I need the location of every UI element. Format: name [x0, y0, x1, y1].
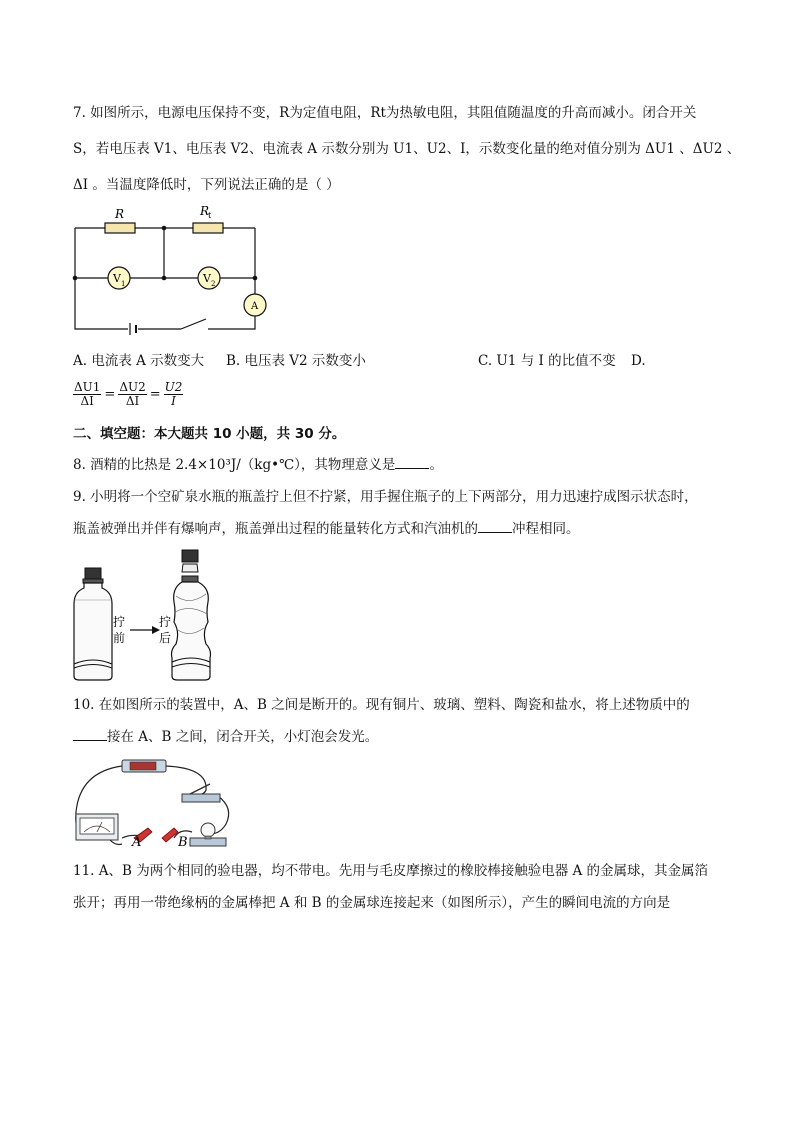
- bottle-after-icon: [172, 550, 211, 680]
- q7-option-d-formula: [73, 381, 183, 408]
- q9-answer-blank[interactable]: [478, 520, 512, 533]
- bulb-icon: [190, 823, 226, 846]
- q8-text-end: 。: [429, 457, 443, 473]
- q8-answer-blank[interactable]: [395, 456, 429, 469]
- q10-apparatus-diagram: [70, 752, 240, 852]
- q7-line-1: 7. 如图所示，电源电压保持不变，R为定值电阻，Rt为热敏电阻，其阻值随温度的升高而减小。闭合开关: [73, 105, 697, 121]
- label-v1-sub: 1: [121, 280, 126, 288]
- q9-text: 瓶盖被弹出并伴有爆响声，瓶盖弹出过程的能量转化方式和汽油机的: [73, 521, 478, 537]
- formula-num-1: ΔU1: [74, 380, 101, 394]
- formula-num-3: U2: [164, 380, 183, 394]
- label-v1: V: [113, 272, 121, 285]
- section-2-heading: 二、填空题：本大题共 10 小题，共 30 分。: [73, 426, 346, 442]
- label-rt-sub: t: [208, 211, 212, 220]
- label-a: A: [132, 835, 142, 850]
- label-after-2: 后: [159, 631, 172, 645]
- q7-option-d[interactable]: D.: [631, 353, 646, 369]
- q10-answer-blank[interactable]: [73, 728, 107, 741]
- meter-box-icon: [76, 814, 118, 840]
- q10-line-2: [73, 728, 378, 746]
- q11-line-2: 张开；再用一带绝缘柄的金属棒把 A 和 B 的金属球连接起来（如图所示），产生的瞬间电流的方向是: [73, 895, 671, 911]
- resistor-rt: [193, 223, 223, 233]
- label-rt: R: [200, 204, 210, 218]
- q9-line-2: [73, 520, 580, 538]
- q10-line-1: 10. 在如图所示的装置中，A、B 之间是断开的。现有铜片、玻璃、塑料、陶瓷和盐水，将上述物质中的: [73, 697, 690, 713]
- formula-eq-1: =: [104, 387, 116, 402]
- label-v2: V: [203, 272, 211, 285]
- label-r: R: [115, 207, 125, 221]
- label-a: A: [251, 301, 259, 312]
- formula-eq-2: =: [149, 387, 161, 402]
- bottle-before-icon: [74, 568, 112, 680]
- q11-line-1: 11. A、B 为两个相同的验电器，均不带电。先用与毛皮摩擦过的橡胶棒接触验电器 A 的金属球，其金属箔: [73, 863, 709, 879]
- label-after-1: 拧: [159, 615, 172, 629]
- formula-den-1: ΔI: [80, 394, 94, 408]
- label-v2-sub: 2: [211, 280, 216, 288]
- resistor-r: [105, 223, 135, 233]
- label-b: B: [178, 835, 188, 850]
- q8-line: [73, 456, 443, 474]
- q7-circuit-diagram: [68, 202, 268, 336]
- q9-line-1: 9. 小明将一个空矿泉水瓶的瓶盖拧上但不拧紧，用手握住瓶子的上下两部分，用力迅速拧成图示状态时，: [73, 489, 698, 505]
- q7-line-3: ΔI 。当温度降低时，下列说法正确的是（ ）: [73, 177, 340, 193]
- q10-text: 接在 A、B 之间，闭合开关，小灯泡会发光。: [107, 729, 379, 745]
- q7-line-2: S，若电压表 V1、电压表 V2、电流表 A 示数分别为 U1、U2、I，示数变化量的绝对值分别为 ΔU1 、ΔU2 、: [73, 141, 741, 157]
- q9-bottle-diagram: [70, 546, 220, 682]
- q9-text-end: 冲程相同。: [512, 521, 580, 537]
- formula-den-2: ΔI: [125, 394, 140, 408]
- formula-den-3: I: [171, 394, 176, 408]
- label-before-1: 拧: [113, 615, 126, 629]
- q7-option-b[interactable]: B. 电压表 V2 示数变小: [226, 353, 366, 369]
- q7-option-c[interactable]: C. U1 与 I 的比值不变: [478, 353, 616, 369]
- q7-option-a[interactable]: A. 电流表 A 示数变大: [73, 353, 205, 369]
- q8-text: 8. 酒精的比热是 2.4×10³J/（kg•℃），其物理意义是: [73, 457, 396, 473]
- formula-num-2: ΔU2: [119, 380, 146, 394]
- label-before-2: 前: [113, 631, 126, 645]
- switch-icon: [182, 794, 220, 802]
